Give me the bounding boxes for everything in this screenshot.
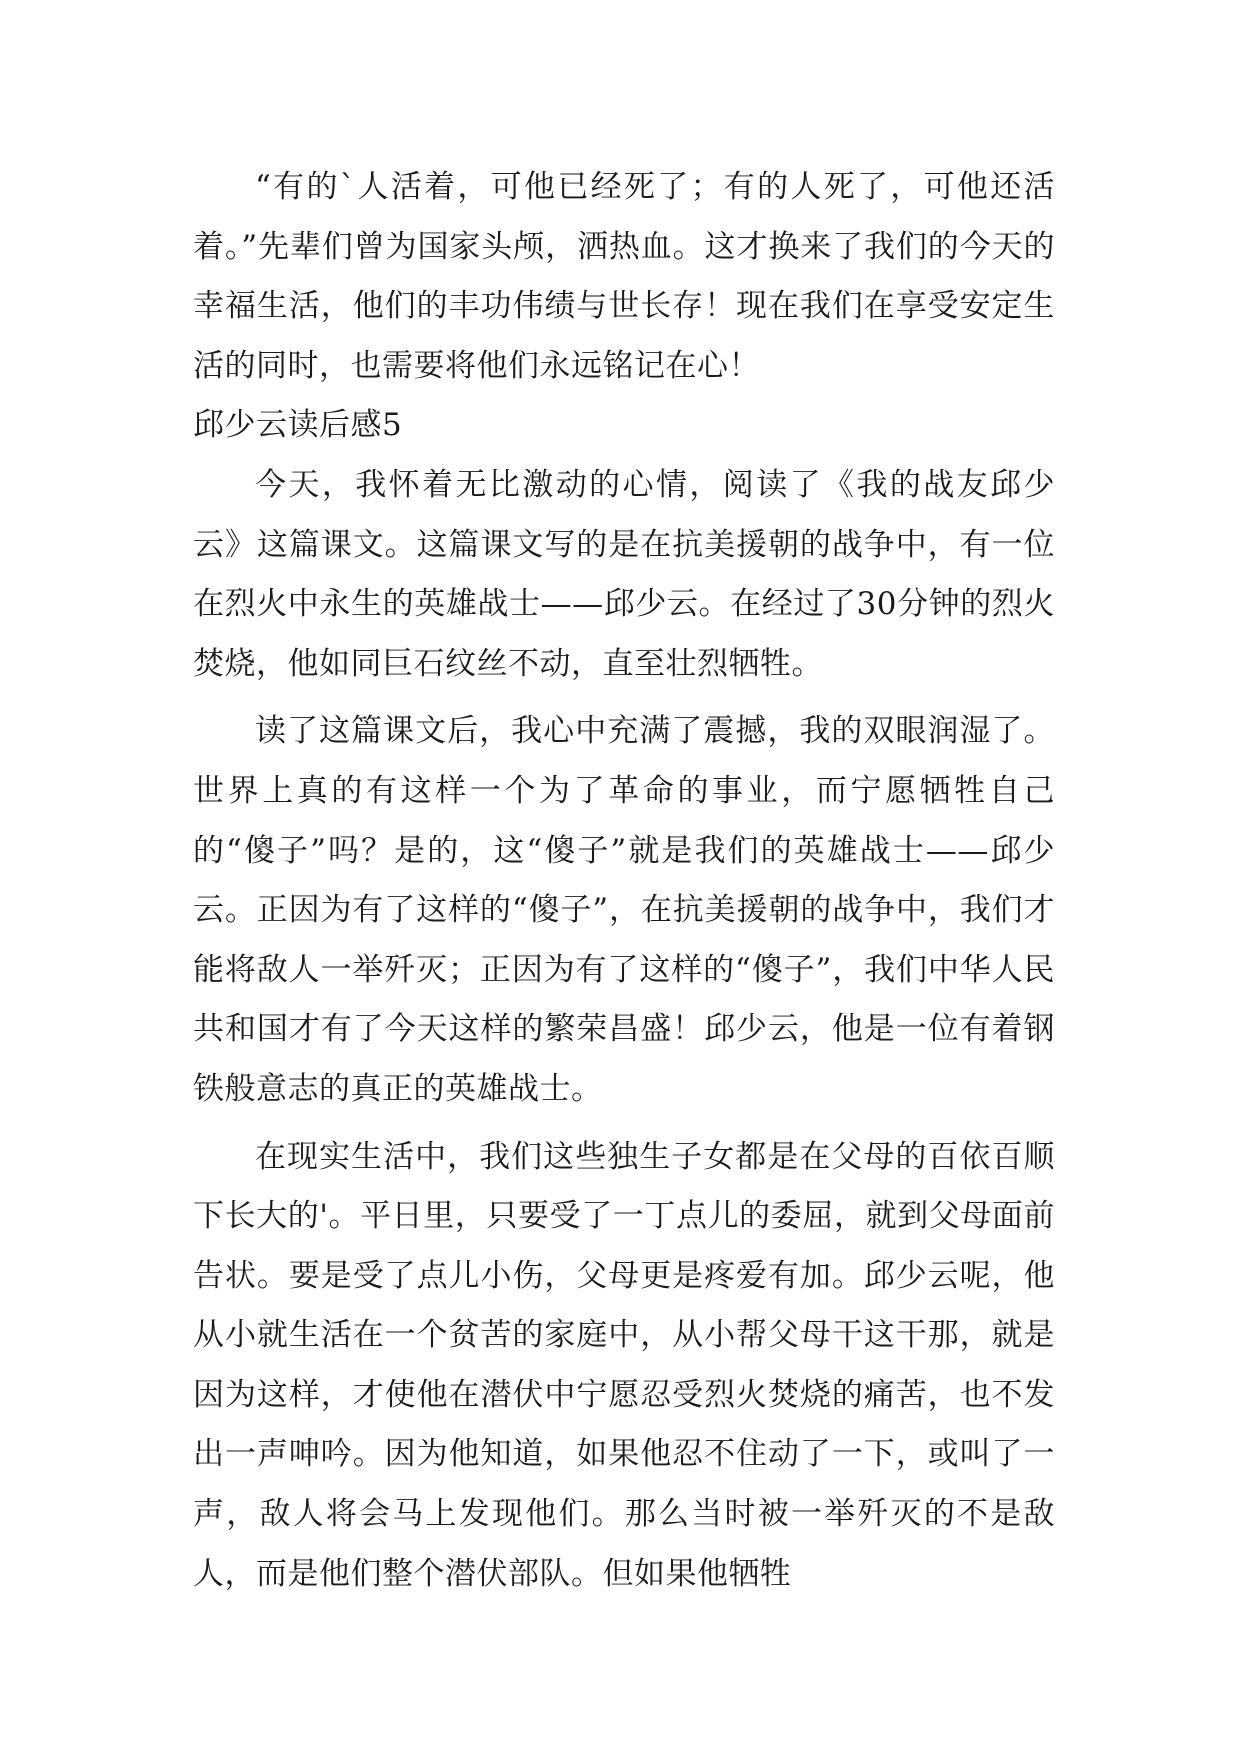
paragraph-gap	[193, 1120, 1055, 1128]
paragraph-1: “有的`人活着，可他已经死了；有的人死了，可他还活着。”先辈们曾为国家头颅，洒热血。这才换来了我们的今天的幸福生活，他们的丰功伟绩与世长存！现在我们在享受安定生活的同时，也需要将他们永远铭记在心！	[193, 169, 1055, 384]
document-body	[193, 158, 1055, 1604]
paragraph-gap	[193, 694, 1055, 702]
paragraph-2: 今天，我怀着无比激动的心情，阅读了《我的战友邱少云》这篇课文。这篇课文写的是在抗美援朝的战争中，有一位在烈火中永生的英雄战士——邱少云。在经过了30分钟的烈火焚烧，他如同巨石纹丝不动，直至壮烈牺牲。	[193, 466, 1055, 682]
paragraph-4: 在现实生活中，我们这些独生子女都是在父母的百依百顺下长大的'。平日里，只要受了一丁点儿的委屈，就到父母面前告状。要是受了点儿小伤，父母更是疼爱有加。邱少云呢，他从小就生活在一个贫苦的家庭中，从小帮父母干这干那，就是因为这样，才使他在潜伏中宁愿忍受烈火焚烧的痛苦，也不发出一声呻吟。因为他知道，如果他忍不住动了一下，或叫了一声，敌人将会马上发现他们。那么当时被一举歼灭的不是敌人，而是他们整个潜伏部队。但如果他牺牲	[193, 1138, 1055, 1592]
section-heading: 邱少云读后感5	[193, 407, 403, 444]
paragraph-3: 读了这篇课文后，我心中充满了震撼，我的双眼润湿了。世界上真的有这样一个为了革命的事业，而宁愿牺牲自己的“傻子”吗？是的，这“傻子”就是我们的英雄战士——邱少云。正因为有了这样的“傻子”，在抗美援朝的战争中，我们才能将敌人一举歼灭；正因为有了这样的“傻子”，我们中华人民共和国才有了今天这样的繁荣昌盛！邱少云，他是一位有着钢铁般意志的真正的英雄战士。	[193, 713, 1055, 1107]
